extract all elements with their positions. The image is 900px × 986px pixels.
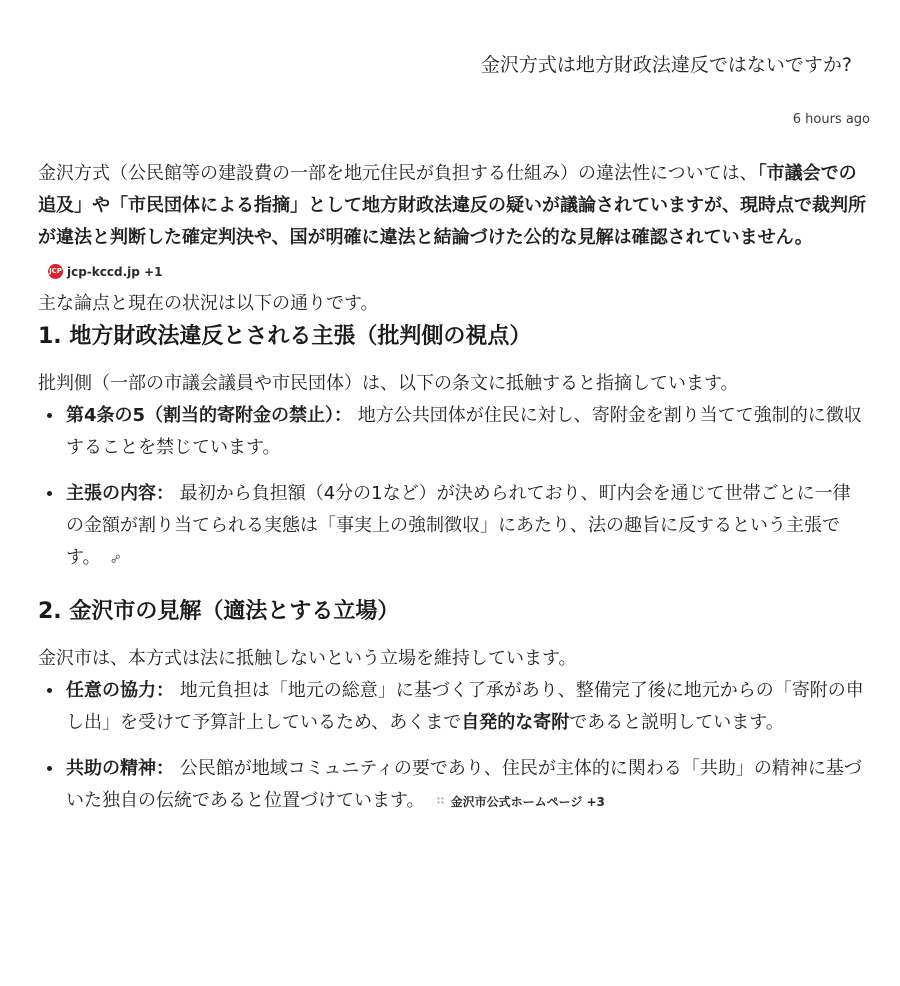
bullet-label: 任意の協力： [66, 679, 174, 701]
kanazawa-site-icon: ∷ [437, 795, 445, 807]
intro-text: 金沢方式（公民館等の建設費の一部を地元住民が負担する仕組み）の違法性については、 [38, 163, 758, 184]
section-1-intro: 批判側（一部の市議会議員や市民団体）は、以下の条文に抵触すると指摘しています。 [38, 372, 739, 394]
source-chip-jcp[interactable] [48, 256, 162, 288]
link-icon[interactable]: ⚯ [107, 549, 125, 568]
source-chip-label: 金沢市公式ホームページ +3 [450, 794, 605, 809]
section-1-list [38, 400, 868, 575]
lead-paragraph: 主な論点と現在の状況は以下の通りです。 [38, 292, 379, 314]
bullet-label: 第4条の5（割当的寄附金の禁止）： [66, 404, 353, 426]
bullet-text: 地元負担は「地元の総意」に基づく了承があり、整備完了後に地元からの「寄附の申し出」を受けて予算計上しているため、あくまで [66, 679, 864, 733]
message-timestamp: 6 hours ago [792, 112, 870, 127]
jcp-logo-icon: JCP [48, 264, 63, 279]
list-item [64, 753, 868, 818]
bullet-bold-text: 自発的な寄附 [461, 711, 570, 733]
intro-paragraph [38, 158, 868, 288]
intro-bold-text: 「市議会での追及」や「市民団体による指摘」として地方財政法違反の疑いが議論されていますが、現時点で裁判所が違法と判断した確定判決や、国が明確に違法と結論づけた公的な見解は確認されていません。 [38, 163, 866, 248]
bullet-text: 地方公共団体が住民に対し、寄附金を割り当てて強制的に徴収することを禁じています。 [66, 404, 862, 458]
bullet-text: 最初から負担額（4分の1など）が決められており、町内会を通じて世帯ごとに一律の金額が割り当てられる実態は「事実上の強制徴収」にあたり、法の趣旨に反するという主張です。 [66, 482, 851, 568]
bullet-text: 公民館が地域コミュニティの要であり、住民が主体的に関わる「共助」の精神に基づいた独自の伝統であると位置づけています。 [66, 757, 862, 811]
bullet-label: 主張の内容： [66, 482, 174, 504]
user-message: 金沢方式は地方財政法違反ではないですか? [480, 54, 852, 76]
source-chip-label: jcp-kccd.jp +1 [67, 264, 163, 279]
assistant-response [38, 158, 868, 838]
section-2-heading: 2. 金沢市の見解（適法とする立場） [38, 598, 400, 624]
section-2-list [38, 675, 868, 818]
list-item [64, 478, 868, 575]
section-2-intro: 金沢市は、本方式は法に抵触しないという立場を維持しています。 [38, 647, 577, 669]
bullet-label: 共助の精神： [66, 757, 174, 779]
section-1-heading: 1. 地方財政法違反とされる主張（批判側の視点） [38, 323, 532, 349]
list-item [64, 675, 868, 739]
source-chip-kanazawa[interactable] [435, 786, 605, 818]
bullet-text-end: であると説明しています。 [569, 711, 784, 733]
list-item [64, 400, 868, 464]
